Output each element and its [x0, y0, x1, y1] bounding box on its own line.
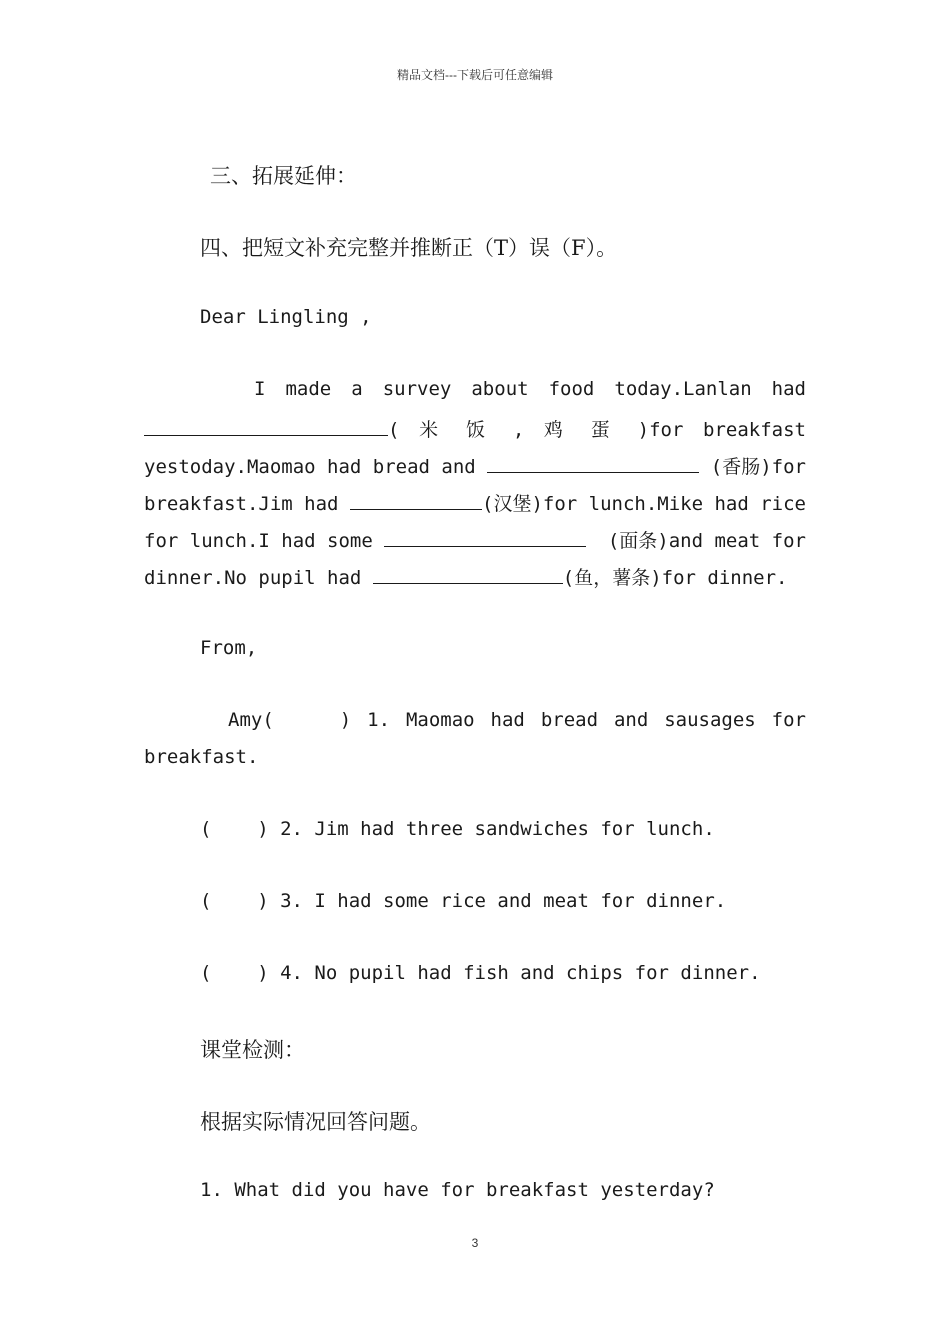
letter-line-3-hint: (香肠)for — [710, 456, 806, 478]
question-3: ( ) 3. I had some rice and meat for dinner. — [200, 890, 727, 912]
letter-closing: From, — [200, 637, 258, 659]
question-4: ( ) 4. No pupil had fish and chips for dinner. — [200, 962, 761, 984]
fill-blank-1[interactable] — [144, 419, 388, 436]
section-4-title: 四、把短文补充完整并推断正（T）误（F）。 — [200, 236, 618, 260]
fill-blank-5[interactable] — [373, 567, 563, 584]
letter-line-3 — [144, 452, 806, 479]
question-1-continued: breakfast. — [144, 746, 259, 768]
letter-line-5 — [144, 526, 806, 553]
letter-line-1: I made a survey about food today.Lanlan had — [254, 378, 806, 400]
letter-line-6 — [144, 563, 788, 590]
letter-line-5-text: for lunch.I had some — [144, 530, 385, 552]
letter-line-6-text: dinner.No pupil had — [144, 567, 373, 589]
fill-blank-3[interactable] — [350, 493, 482, 510]
page-number: 3 — [471, 1236, 479, 1250]
question-1-text: ) 1. Maomao had bread and sausages for — [339, 709, 806, 731]
answer-question-1: 1. What did you have for breakfast yesterday? — [200, 1179, 715, 1201]
letter-line-4 — [144, 489, 806, 516]
letter-line-2-hint: ( 米 饭 , 鸡 蛋 )for breakfast — [388, 419, 806, 441]
letter-line-4-rest: (汉堡)for lunch.Mike had rice — [482, 493, 806, 515]
fill-blank-2[interactable] — [487, 456, 699, 473]
page-header: 精品文档---下载后可任意编辑 — [397, 68, 553, 82]
letter-line-4-text: breakfast.Jim had — [144, 493, 350, 515]
fill-blank-4[interactable] — [384, 530, 586, 547]
letter-greeting: Dear Lingling , — [200, 306, 372, 328]
section-3-title: 三、拓展延伸： — [210, 164, 357, 188]
letter-line-2 — [144, 415, 806, 442]
letter-line-3-text: yestoday.Maomao had bread and — [144, 456, 488, 478]
class-check-instruction: 根据实际情况回答问题。 — [200, 1110, 431, 1134]
letter-line-6-rest: (鱼，薯条)for dinner. — [562, 567, 788, 589]
question-2: ( ) 2. Jim had three sandwiches for lunch. — [200, 818, 715, 840]
class-check-title: 课堂检测： — [200, 1038, 305, 1062]
letter-line-5-rest: (面条)and meat for — [607, 530, 806, 552]
question-1-prefix: Amy( — [228, 709, 274, 731]
question-1 — [228, 709, 806, 731]
